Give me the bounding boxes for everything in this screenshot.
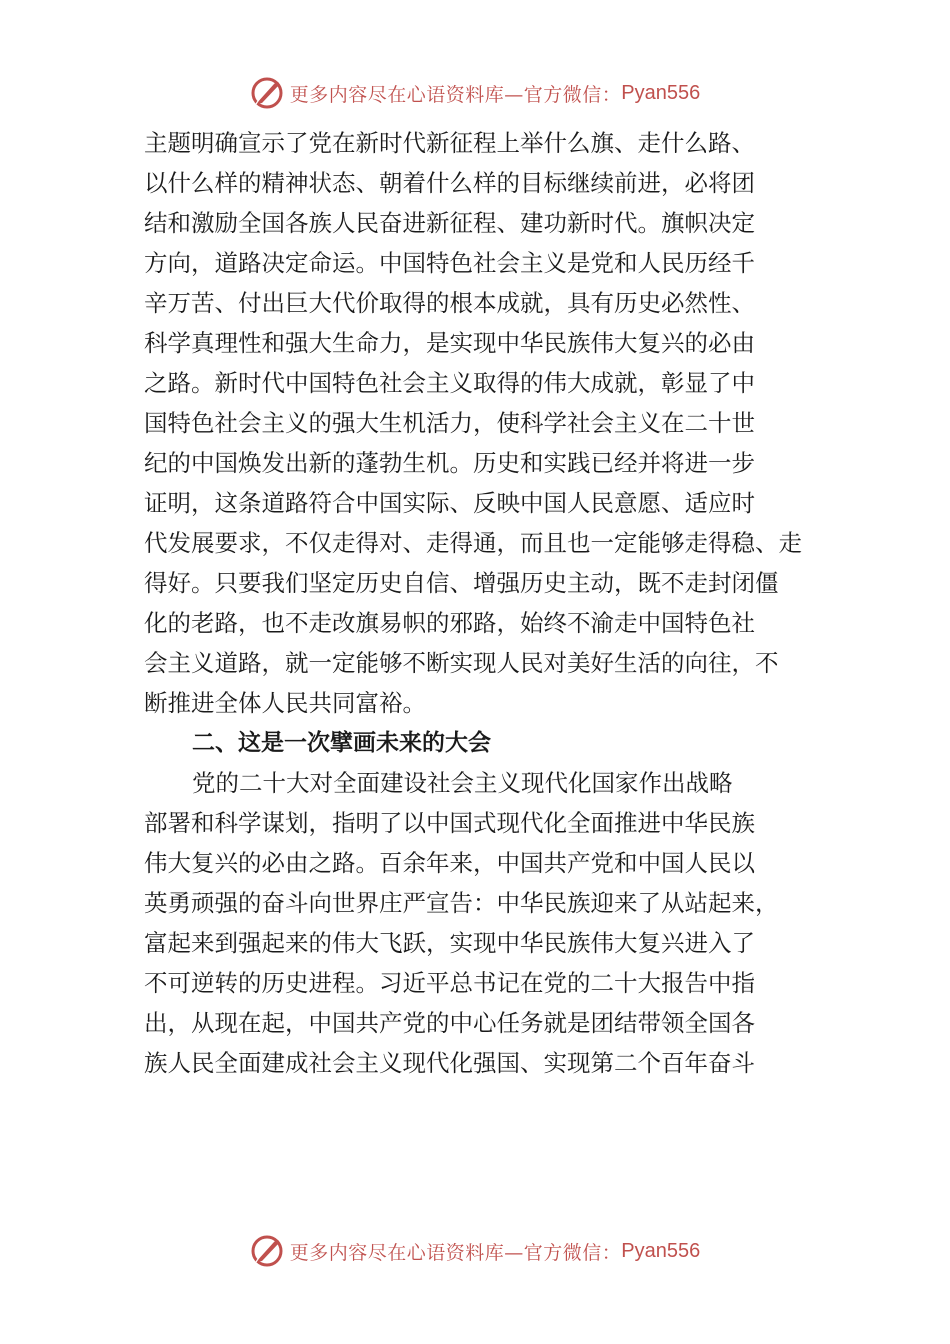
section-heading: 二、这是一次擘画未来的大会 [192, 730, 491, 756]
body-line: 之路。新时代中国特色社会主义取得的伟大成就，彰显了中 [144, 369, 755, 397]
header-banner-text: 更多内容尽在心语资料库—官方微信： [289, 83, 622, 106]
section-line: 族人民全面建成社会主义现代化强国、实现第二个百年奋斗 [144, 1049, 755, 1077]
body-line: 主题明确宣示了党在新时代新征程上举什么旗、走什么路、 [144, 129, 755, 157]
quill-pen-circle-icon [250, 76, 284, 110]
body-line: 方向，道路决定命运。中国特色社会主义是党和人民历经千 [144, 249, 755, 277]
body-line: 以什么样的精神状态、朝着什么样的目标继续前进，必将团 [144, 169, 755, 197]
footer-banner-text: 更多内容尽在心语资料库—官方微信： [289, 1241, 622, 1264]
body-line: 断推进全体人民共同富裕。 [144, 689, 426, 717]
body-line: 代发展要求，不仅走得对、走得通，而且也一定能够走得稳、走 [144, 529, 802, 557]
header-watermark-banner [0, 70, 950, 116]
section-line: 出，从现在起，中国共产党的中心任务就是团结带领全国各 [144, 1009, 755, 1037]
body-line: 会主义道路，就一定能够不断实现人民对美好生活的向往，不 [144, 649, 779, 677]
section-line: 伟大复兴的必由之路。百余年来，中国共产党和中国人民以 [144, 849, 755, 877]
body-line: 科学真理性和强大生命力，是实现中华民族伟大复兴的必由 [144, 329, 755, 357]
footer-banner-wechat-id: Pyan556 [621, 1239, 701, 1262]
section-line: 部署和科学谋划，指明了以中国式现代化全面推进中华民族 [144, 809, 755, 837]
section-line: 英勇顽强的奋斗向世界庄严宣告：中华民族迎来了从站起来， [144, 889, 779, 917]
body-line: 纪的中国焕发出新的蓬勃生机。历史和实践已经并将进一步 [144, 449, 755, 477]
body-line: 结和激励全国各族人民奋进新征程、建功新时代。旗帜决定 [144, 209, 755, 237]
body-line: 辛万苦、付出巨大代价取得的根本成就，具有历史必然性、 [144, 289, 755, 317]
body-line: 化的老路，也不走改旗易帜的邪路，始终不渝走中国特色社 [144, 609, 755, 637]
body-line: 国特色社会主义的强大生机活力，使科学社会主义在二十世 [144, 409, 755, 437]
document-body [144, 123, 824, 1083]
body-line: 得好。只要我们坚定历史自信、增强历史主动，既不走封闭僵 [144, 569, 779, 597]
section-line: 富起来到强起来的伟大飞跃，实现中华民族伟大复兴进入了 [144, 929, 755, 957]
quill-pen-circle-icon [250, 1234, 284, 1268]
header-banner-wechat-id: Pyan556 [621, 81, 701, 104]
footer-watermark-banner [0, 1228, 950, 1274]
section-line: 党的二十大对全面建设社会主义现代化国家作出战略 [192, 769, 733, 797]
body-line: 证明，这条道路符合中国实际、反映中国人民意愿、适应时 [144, 489, 755, 517]
section-line: 不可逆转的历史进程。习近平总书记在党的二十大报告中指 [144, 969, 755, 997]
